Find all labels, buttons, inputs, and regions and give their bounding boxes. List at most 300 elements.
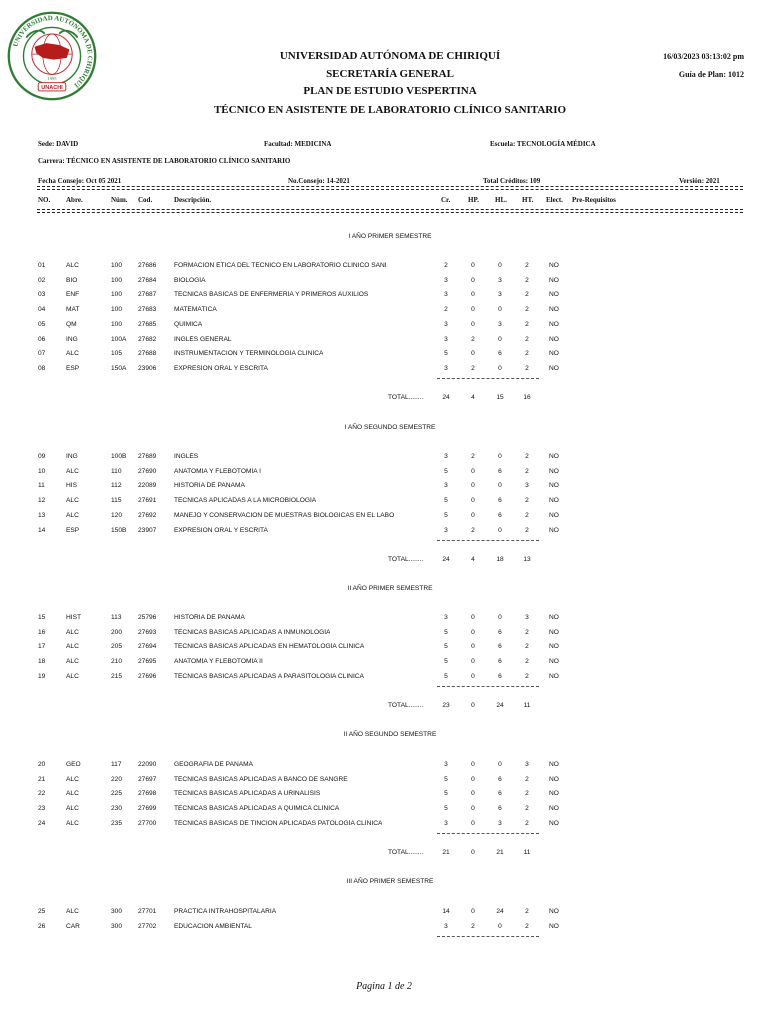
subject-number: 100 <box>111 320 123 328</box>
table-row <box>0 277 768 287</box>
subject-code: 23906 <box>138 364 157 372</box>
total-theory-hours: 11 <box>523 702 531 709</box>
row-number: 23 <box>38 805 46 813</box>
theory-hours: 2 <box>525 643 529 651</box>
table-row <box>0 350 768 360</box>
credits: 5 <box>444 643 448 651</box>
subject-abbr: ALC <box>66 819 79 827</box>
carrera-label: Carrera: TÉCNICO EN ASISTENTE DE LABORATORIO CLÍNICO SANITARIO <box>38 157 291 165</box>
credits: 5 <box>444 658 448 666</box>
subject-description: INGLÉS <box>174 453 199 460</box>
row-number: 07 <box>38 350 46 358</box>
elective: NO <box>549 320 559 328</box>
lab-hours: 6 <box>498 658 502 666</box>
theory-hours: 2 <box>525 276 529 284</box>
subject-number: 117 <box>111 761 122 768</box>
row-number: 13 <box>38 511 46 519</box>
theory-hours: 2 <box>525 497 529 505</box>
elective: NO <box>549 291 559 299</box>
credits: 3 <box>444 482 448 490</box>
elective: NO <box>549 643 559 651</box>
subject-number: 150B <box>111 526 127 534</box>
elective: NO <box>549 790 559 798</box>
theory-hours: 2 <box>525 819 529 827</box>
credits: 3 <box>444 453 448 460</box>
lab-hours: 0 <box>498 761 502 768</box>
subject-code: 27690 <box>138 467 157 475</box>
practice-hours: 0 <box>471 908 475 915</box>
subject-abbr: MAT <box>66 306 80 314</box>
row-number: 09 <box>38 453 46 460</box>
practice-hours: 0 <box>471 511 475 519</box>
print-datetime: 16/03/2023 03:13:02 pm <box>663 52 744 61</box>
subject-code: 27687 <box>138 291 157 299</box>
total-label: TOTAL........ <box>388 849 424 856</box>
row-number: 12 <box>38 497 46 505</box>
col-ht: HT. <box>522 196 534 204</box>
practice-hours: 2 <box>471 526 475 534</box>
subject-number: 100B <box>111 453 127 460</box>
table-row <box>0 512 768 522</box>
credits: 3 <box>444 819 448 827</box>
lab-hours: 0 <box>498 364 502 372</box>
total-label: TOTAL........ <box>388 702 424 709</box>
subject-code: 27700 <box>138 819 157 827</box>
lab-hours: 6 <box>498 672 502 680</box>
practice-hours: 0 <box>471 658 475 666</box>
subject-description: INGLÉS GENERAL <box>174 335 232 343</box>
row-number: 26 <box>38 922 46 930</box>
lab-hours: 0 <box>498 453 502 460</box>
subject-abbr: ALC <box>66 262 79 269</box>
sede-label: Sede: DAVID <box>38 140 79 148</box>
subject-number: 100 <box>111 262 123 269</box>
col-elect: Elect. <box>546 196 563 204</box>
lab-hours: 6 <box>498 350 502 358</box>
subject-code: 27684 <box>138 276 157 284</box>
total-lab-hours: 15 <box>496 394 504 401</box>
subject-description: HISTORIA DE PANAMÁ <box>174 482 245 490</box>
subject-number: 100 <box>111 306 123 314</box>
subject-code: 22090 <box>138 761 157 768</box>
subject-abbr: CAR <box>66 922 80 930</box>
practice-hours: 0 <box>471 805 475 813</box>
theory-hours: 2 <box>525 291 529 299</box>
total-credits: 21 <box>442 849 450 856</box>
row-number: 20 <box>38 761 46 768</box>
subject-description: ANATOMÍA Y FLEBOTOMÍA I <box>174 467 261 475</box>
career-title: TÉCNICO EN ASISTENTE DE LABORATORIO CLÍNICO SANITARIO <box>213 104 567 116</box>
lab-hours: 3 <box>498 276 502 284</box>
lab-hours: 3 <box>498 320 502 328</box>
row-number: 16 <box>38 628 46 636</box>
subject-number: 113 <box>111 614 122 621</box>
table-row <box>0 923 768 933</box>
total-credits: 23 <box>442 702 450 709</box>
subject-description: TÉCNICAS BÁSICAS APLICADAS A URINÁLISIS <box>174 790 321 798</box>
table-row <box>0 482 768 492</box>
practice-hours: 0 <box>471 819 475 827</box>
theory-hours: 3 <box>525 482 529 490</box>
table-row <box>0 497 768 507</box>
theory-hours: 2 <box>525 306 529 314</box>
facultad-label: Facultad: MEDICINA <box>264 140 332 148</box>
theory-hours: 2 <box>525 262 529 269</box>
theory-hours: 2 <box>525 672 529 680</box>
subject-abbr: ENF <box>66 291 80 299</box>
subject-description: ANATOMÍA Y FLEBOTOMÍA II <box>174 658 263 666</box>
theory-hours: 2 <box>525 526 529 534</box>
practice-hours: 0 <box>471 306 475 314</box>
practice-hours: 0 <box>471 672 475 680</box>
subject-abbr: ALC <box>66 350 79 358</box>
row-number: 06 <box>38 335 46 343</box>
credits: 5 <box>444 672 448 680</box>
table-row <box>0 776 768 786</box>
credits: 3 <box>444 526 448 534</box>
elective: NO <box>549 672 559 680</box>
elective: NO <box>549 453 559 460</box>
subject-description: HISTORIA DE PANAMÁ <box>174 614 245 621</box>
subject-number: 235 <box>111 819 123 827</box>
subject-number: 100A <box>111 335 127 343</box>
table-row <box>0 629 768 639</box>
subject-description: TÉCNICAS APLICADAS A LA MICROBIOLOGÍA <box>174 497 317 505</box>
subject-number: 225 <box>111 790 123 798</box>
col-creditos: Cr. <box>441 196 451 204</box>
subject-abbr: ALC <box>66 790 79 798</box>
subject-number: 300 <box>111 922 123 930</box>
header-rule-bottom <box>37 209 743 215</box>
table-row <box>0 321 768 331</box>
theory-hours: 2 <box>525 453 529 460</box>
subject-code: 27697 <box>138 775 157 783</box>
subject-abbr: ALC <box>66 805 79 813</box>
lab-hours: 6 <box>498 497 502 505</box>
table-row <box>0 291 768 301</box>
lab-hours: 6 <box>498 628 502 636</box>
elective: NO <box>549 467 559 475</box>
total-theory-hours: 13 <box>523 556 531 563</box>
fecha-consejo: Fecha Consejo: Oct 05 2021 <box>38 177 122 185</box>
theory-hours: 2 <box>525 908 529 915</box>
row-number: 11 <box>38 482 45 490</box>
header-rule-top <box>37 186 743 192</box>
row-number: 02 <box>38 276 46 284</box>
subject-description: INSTRUMENTACIÓN Y TERMINOLOGÍA CLÍNICA <box>174 350 324 358</box>
subject-description: FORMACIÓN ÉTICA DEL TÉCNICO EN LABORATORIO CLÍNICO SANI <box>174 262 387 269</box>
row-number: 05 <box>38 320 46 328</box>
lab-hours: 0 <box>498 482 502 490</box>
semester-title: II AÑO SEGUNDO SEMESTRE <box>343 731 437 738</box>
table-row <box>0 673 768 683</box>
table-row <box>0 468 768 478</box>
subject-code: 27683 <box>138 306 157 314</box>
subject-abbr: ALC <box>66 643 79 651</box>
total-label: TOTAL........ <box>388 394 424 401</box>
credits: 3 <box>444 761 448 768</box>
subject-abbr: ESP <box>66 526 80 534</box>
credits: 5 <box>444 350 448 358</box>
subject-number: 215 <box>111 672 123 680</box>
elective: NO <box>549 482 559 490</box>
subject-abbr: ALC <box>66 497 79 505</box>
subject-abbr: ING <box>66 335 78 343</box>
table-row <box>0 527 768 537</box>
credits: 3 <box>444 291 448 299</box>
lab-hours: 0 <box>498 614 502 621</box>
credits: 3 <box>444 320 448 328</box>
credits: 5 <box>444 628 448 636</box>
subject-abbr: ALC <box>66 628 79 636</box>
practice-hours: 0 <box>471 291 475 299</box>
col-prerequisitos: Pre-Requisitos <box>572 196 616 204</box>
lab-hours: 24 <box>496 908 504 915</box>
subject-abbr: QM <box>66 320 77 328</box>
subject-description: BIOLOGÍA <box>174 276 206 284</box>
practice-hours: 0 <box>471 497 475 505</box>
numero-consejo: No.Consejo: 14-2021 <box>288 177 350 185</box>
table-row <box>0 365 768 375</box>
elective: NO <box>549 658 559 666</box>
col-cod: Cod. <box>138 196 153 204</box>
subject-code: 27701 <box>138 908 157 915</box>
theory-hours: 3 <box>525 761 529 768</box>
row-number: 17 <box>38 643 46 651</box>
subject-number: 100 <box>111 276 123 284</box>
theory-hours: 2 <box>525 364 529 372</box>
table-row <box>0 262 768 272</box>
subtotal-rule <box>437 833 539 834</box>
lab-hours: 6 <box>498 467 502 475</box>
subject-code: 27695 <box>138 658 157 666</box>
row-number: 18 <box>38 658 46 666</box>
subject-code: 27698 <box>138 790 157 798</box>
table-row <box>0 614 768 624</box>
lab-hours: 0 <box>498 306 502 314</box>
subtotal-rule <box>437 378 539 379</box>
practice-hours: 0 <box>471 467 475 475</box>
elective: NO <box>549 511 559 519</box>
col-hp: HP. <box>468 196 479 204</box>
subject-abbr: BIO <box>66 276 78 284</box>
col-descripcion: Descripción. <box>174 196 212 204</box>
credits: 2 <box>444 306 448 314</box>
lab-hours: 0 <box>498 526 502 534</box>
credits: 3 <box>444 614 448 621</box>
table-row <box>0 790 768 800</box>
version-label: Versión: 2021 <box>679 177 720 185</box>
subtotal-rule <box>437 540 539 541</box>
row-number: 25 <box>38 908 46 915</box>
subject-number: 150A <box>111 364 127 372</box>
total-lab-hours: 18 <box>496 556 504 563</box>
subject-abbr: HIST <box>66 614 82 621</box>
total-theory-hours: 11 <box>523 849 531 856</box>
table-row <box>0 643 768 653</box>
subject-abbr: ALC <box>66 511 79 519</box>
svg-text:UNACHI: UNACHI <box>41 85 63 92</box>
practice-hours: 0 <box>471 790 475 798</box>
subject-code: 27685 <box>138 320 157 328</box>
subject-code: 27699 <box>138 805 157 813</box>
total-practice-hours: 0 <box>471 849 475 856</box>
elective: NO <box>549 761 559 768</box>
escuela-label: Escuela: TECNOLOGÍA MÉDICA <box>490 140 596 148</box>
row-number: 04 <box>38 306 46 314</box>
lab-hours: 0 <box>498 262 502 269</box>
subject-code: 27691 <box>138 497 157 505</box>
practice-hours: 0 <box>471 614 475 621</box>
table-row <box>0 453 768 463</box>
credits: 14 <box>442 908 450 915</box>
elective: NO <box>549 922 559 930</box>
credits: 5 <box>444 467 448 475</box>
table-row <box>0 805 768 815</box>
practice-hours: 2 <box>471 335 475 343</box>
lab-hours: 3 <box>498 291 502 299</box>
subject-code: 27689 <box>138 453 157 460</box>
theory-hours: 2 <box>525 467 529 475</box>
subject-abbr: GEO <box>66 761 81 768</box>
practice-hours: 0 <box>471 775 475 783</box>
subject-description: EXPRESIÓN ORAL Y ESCRITA <box>174 526 268 534</box>
credits: 3 <box>444 276 448 284</box>
elective: NO <box>549 628 559 636</box>
credits: 5 <box>444 775 448 783</box>
col-no: NO. <box>38 196 51 204</box>
theory-hours: 2 <box>525 658 529 666</box>
subject-number: 220 <box>111 775 123 783</box>
plan-guide-number: Guía de Plan: 1012 <box>678 70 744 79</box>
elective: NO <box>549 908 559 915</box>
col-abre: Abre. <box>66 196 83 204</box>
practice-hours: 0 <box>471 482 475 490</box>
subject-code: 27686 <box>138 262 157 269</box>
subject-description: MATEMÁTICA <box>174 306 217 314</box>
svg-text:UNIVERSIDAD AUTÓNOMA DE CHIRIQ: UNIVERSIDAD AUTÓNOMA DE CHIRIQUÍ <box>12 15 93 89</box>
practice-hours: 0 <box>471 276 475 284</box>
subject-abbr: ALC <box>66 908 79 915</box>
semester-title: II AÑO PRIMER SEMESTRE <box>347 585 433 592</box>
credits: 2 <box>444 262 448 269</box>
subject-description: TÉCNICAS BÁSICAS APLICADAS A INMUNOLOGÍA <box>174 628 331 636</box>
semester-title: I AÑO SEGUNDO SEMESTRE <box>344 424 436 431</box>
page-number: Pagina 1 de 2 <box>356 981 412 992</box>
practice-hours: 0 <box>471 628 475 636</box>
theory-hours: 2 <box>525 335 529 343</box>
elective: NO <box>549 306 559 314</box>
subject-abbr: ALC <box>66 775 79 783</box>
elective: NO <box>549 276 559 284</box>
subject-code: 23907 <box>138 526 157 534</box>
subject-description: QUÍMICA <box>174 320 203 328</box>
total-lab-hours: 21 <box>496 849 504 856</box>
lab-hours: 6 <box>498 511 502 519</box>
table-row <box>0 820 768 830</box>
subject-number: 200 <box>111 628 123 636</box>
subject-code: 27694 <box>138 643 157 651</box>
subject-description: EDUCACIÓN AMBIENTAL <box>174 922 252 930</box>
department-title: SECRETARÍA GENERAL <box>326 68 454 80</box>
lab-hours: 3 <box>498 819 502 827</box>
row-number: 21 <box>38 775 46 783</box>
subject-number: 100 <box>111 291 123 299</box>
credits: 5 <box>444 511 448 519</box>
subject-code: 27702 <box>138 922 157 930</box>
practice-hours: 0 <box>471 262 475 269</box>
subject-code: 25796 <box>138 614 157 621</box>
subject-number: 205 <box>111 643 123 651</box>
subject-number: 105 <box>111 350 123 358</box>
semester-title: III AÑO PRIMER SEMESTRE <box>346 878 434 885</box>
subject-number: 112 <box>111 482 122 490</box>
table-row <box>0 658 768 668</box>
theory-hours: 2 <box>525 922 529 930</box>
subject-code: 22089 <box>138 482 157 490</box>
subject-code: 27682 <box>138 335 157 343</box>
lab-hours: 0 <box>498 922 502 930</box>
theory-hours: 3 <box>525 614 529 621</box>
subject-code: 27696 <box>138 672 157 680</box>
credits: 3 <box>444 364 448 372</box>
svg-text:1995: 1995 <box>47 75 57 81</box>
elective: NO <box>549 262 559 269</box>
subject-abbr: ALC <box>66 467 79 475</box>
subject-description: MANEJO Y CONSERVACIÓN DE MUESTRAS BIOLÓGICAS EN EL LABO <box>174 511 395 519</box>
subject-description: TÉCNICAS BÁSICAS APLICADAS A BANCO DE SANGRE <box>174 775 348 783</box>
elective: NO <box>549 350 559 358</box>
total-creditos: Total Créditos: 109 <box>483 177 541 185</box>
lab-hours: 6 <box>498 805 502 813</box>
total-lab-hours: 24 <box>496 702 504 709</box>
subject-description: GEOGRAFÍA DE PANAMÁ <box>174 761 254 768</box>
subject-number: 210 <box>111 658 123 666</box>
row-number: 19 <box>38 672 46 680</box>
column-headers <box>0 196 768 206</box>
credits: 5 <box>444 790 448 798</box>
practice-hours: 0 <box>471 320 475 328</box>
total-practice-hours: 4 <box>471 556 475 563</box>
subject-number: 230 <box>111 805 123 813</box>
subject-description: PRÁCTICA INTRAHOSPITALARIA <box>174 908 277 915</box>
subject-number: 300 <box>111 908 123 915</box>
theory-hours: 2 <box>525 320 529 328</box>
subject-description: TÉCNICAS BÁSICAS DE TINCIÓN APLICADAS PATOLOGÍA CLÍNICA <box>174 819 383 827</box>
elective: NO <box>549 775 559 783</box>
col-num: Núm. <box>111 196 128 204</box>
elective: NO <box>549 526 559 534</box>
row-number: 08 <box>38 364 46 372</box>
credits: 3 <box>444 922 448 930</box>
table-row <box>0 336 768 346</box>
credits: 3 <box>444 335 448 343</box>
university-seal-logo <box>6 10 98 102</box>
elective: NO <box>549 364 559 372</box>
total-theory-hours: 16 <box>523 394 531 401</box>
practice-hours: 0 <box>471 350 475 358</box>
total-practice-hours: 4 <box>471 394 475 401</box>
subject-description: TÉCNICAS BÁSICAS DE ENFERMERÍA Y PRIMEROS AUXILIOS <box>174 291 369 299</box>
subject-abbr: ING <box>66 453 78 460</box>
row-number: 01 <box>38 262 46 269</box>
table-row <box>0 908 768 918</box>
theory-hours: 2 <box>525 775 529 783</box>
subject-description: TÉCNICAS BÁSICAS APLICADAS EN HEMATOLOGÍA CLINICA <box>174 643 365 651</box>
total-practice-hours: 0 <box>471 702 475 709</box>
practice-hours: 2 <box>471 364 475 372</box>
subject-abbr: ALC <box>66 672 79 680</box>
